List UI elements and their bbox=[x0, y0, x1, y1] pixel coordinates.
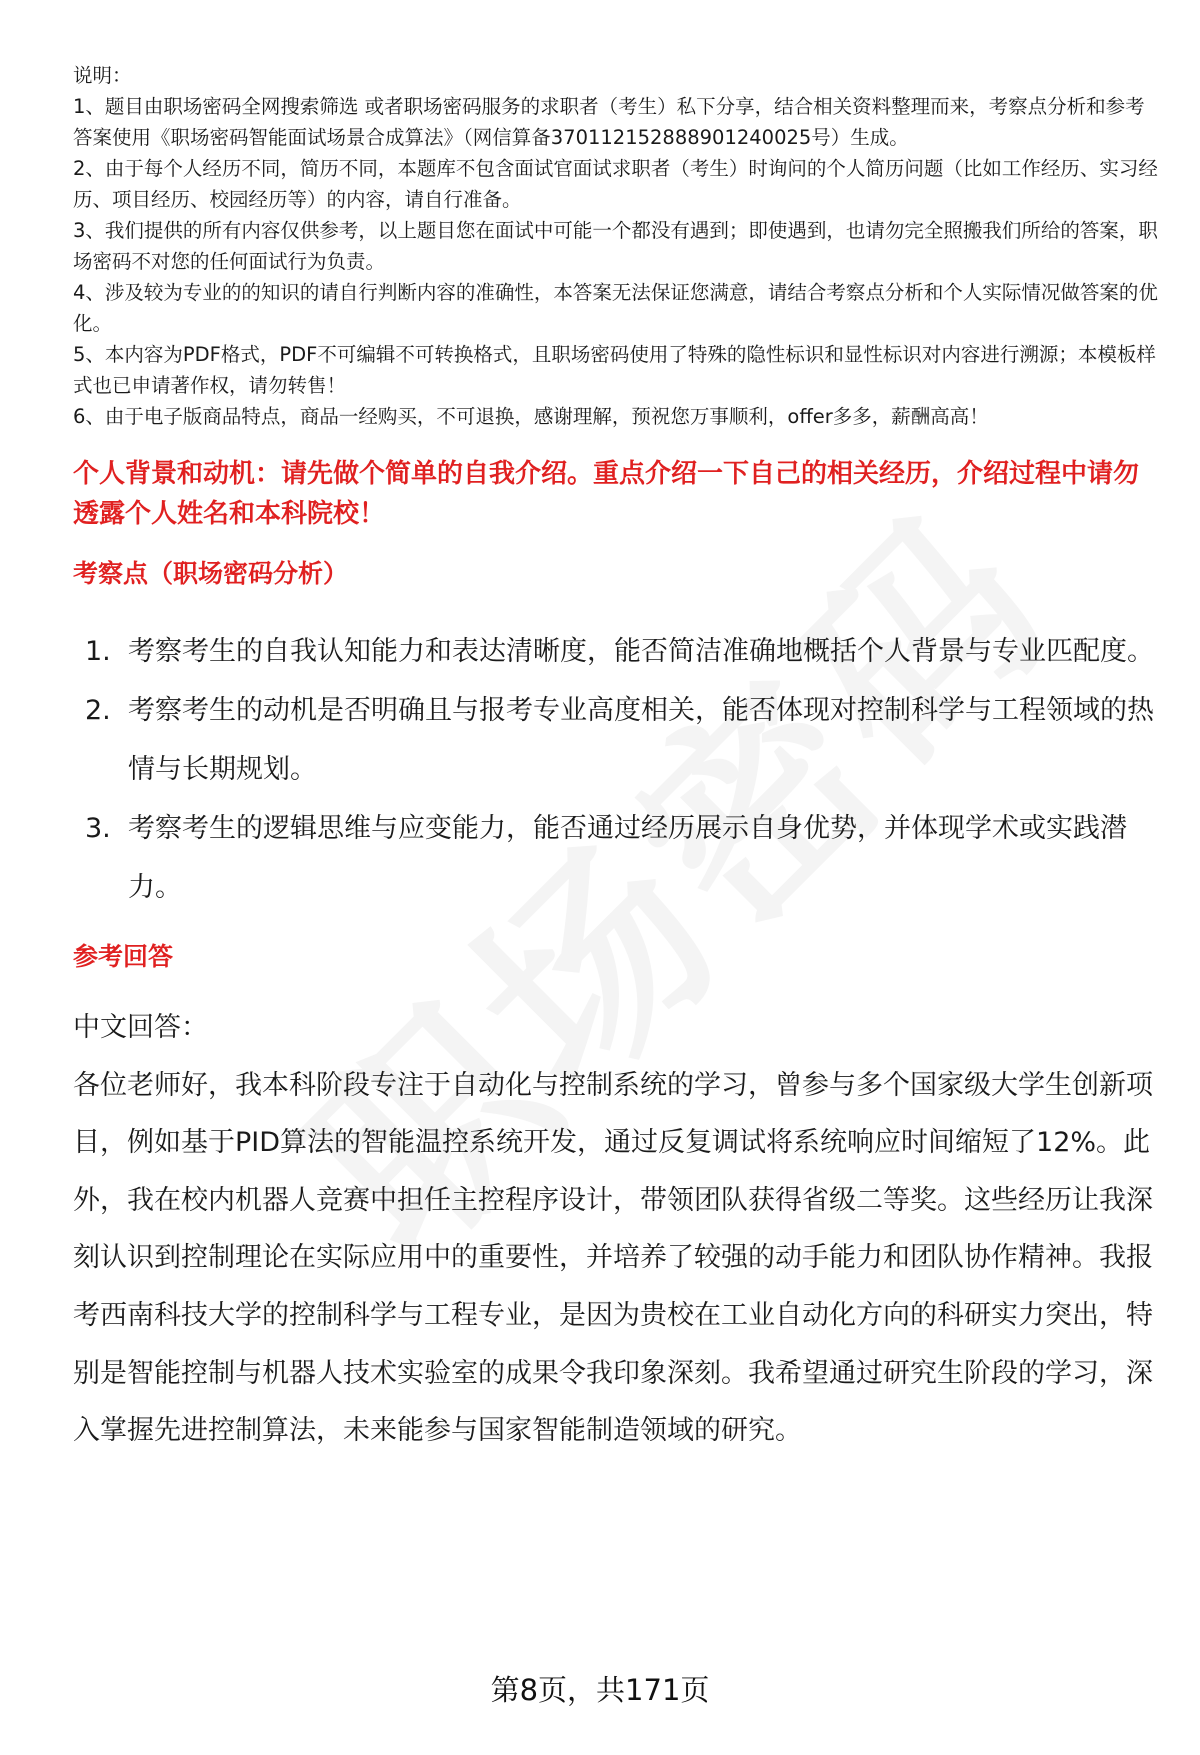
document-page bbox=[73, 60, 1158, 1460]
disclaimer-notes bbox=[73, 60, 1158, 432]
point-text: 考察考生的逻辑思维与应变能力，能否通过经历展示自身优势，并体现学术或实践潜力。 bbox=[128, 813, 1127, 903]
question-title: 个人背景和动机：请先做个简单的自我介绍。重点介绍一下自己的相关经历，介绍过程中请勿透露个人姓名和本科院校！ bbox=[73, 459, 1140, 529]
analysis-heading: 考察点（职场密码分析） bbox=[73, 559, 349, 588]
analysis-point bbox=[73, 799, 1158, 917]
point-number: 1. bbox=[85, 636, 111, 667]
note-item: 5、本内容为PDF格式，PDF不可编辑不可转换格式，且职场密码使用了特殊的隐性标识和显性标识对内容进行溯源；本模板样式也已申请著作权，请勿转售！ bbox=[73, 343, 1156, 397]
page-number: 第8页，共171页 bbox=[490, 1673, 710, 1707]
analysis-point bbox=[73, 681, 1158, 799]
reference-heading: 参考回答 bbox=[73, 942, 174, 971]
point-number: 2. bbox=[85, 695, 111, 726]
note-item: 2、由于每个人经历不同，简历不同，本题库不包含面试官面试求职者（考生）时询问的个人简历问题（比如工作经历、实习经历、项目经历、校园经历等）的内容，请自行准备。 bbox=[73, 157, 1158, 211]
note-item: 1、题目由职场密码全网搜索筛选 或者职场密码服务的求职者（考生）私下分享，结合相关资料整理而来，考察点分析和参考答案使用《职场密码智能面试场景合成算法》（网信算备370112152888901240025号）生成。 bbox=[73, 95, 1145, 149]
notes-heading: 说明： bbox=[73, 64, 132, 87]
analysis-points bbox=[73, 622, 1158, 917]
note-item: 3、我们提供的所有内容仅供参考，以上题目您在面试中可能一个都没有遇到；即使遇到，也请勿完全照搬我们所给的答案，职场密码不对您的任何面试行为负责。 bbox=[73, 219, 1158, 273]
note-item: 6、由于电子版商品特点，商品一经购买，不可退换，感谢理解，预祝您万事顺利，offer多多，薪酬高高！ bbox=[73, 405, 989, 428]
answer-label: 中文回答： bbox=[73, 1012, 208, 1043]
analysis-point bbox=[73, 622, 1158, 681]
point-text: 考察考生的动机是否明确且与报考专业高度相关，能否体现对控制科学与工程领域的热情与长期规划。 bbox=[128, 695, 1154, 785]
point-text: 考察考生的自我认知能力和表达清晰度，能否简洁准确地概括个人背景与专业匹配度。 bbox=[128, 636, 1154, 667]
answer-body: 各位老师好，我本科阶段专注于自动化与控制系统的学习，曾参与多个国家级大学生创新项目，例如基于PID算法的智能温控系统开发，通过反复调试将系统响应时间缩短了12%。此外，我在校内机器人竞赛中担任主控程序设计，带领团队获得省级二等奖。这些经历让我深刻认识到控制理论在实际应用中的重要性，并培养了较强的动手能力和团队协作精神。我报考西南科技大学的控制科学与工程专业，是因为贵校在工业自动化方向的科研实力突出，特别是智能控制与机器人技术实验室的成果令我印象深刻。我希望通过研究生阶段的学习，深入掌握先进控制算法，未来能参与国家智能制造领域的研究。 bbox=[73, 1069, 1153, 1447]
point-number: 3. bbox=[85, 813, 111, 844]
reference-answer bbox=[73, 999, 1158, 1460]
note-item: 4、涉及较为专业的的知识的请自行判断内容的准确性，本答案无法保证您满意，请结合考察点分析和个人实际情况做答案的优化。 bbox=[73, 281, 1158, 335]
